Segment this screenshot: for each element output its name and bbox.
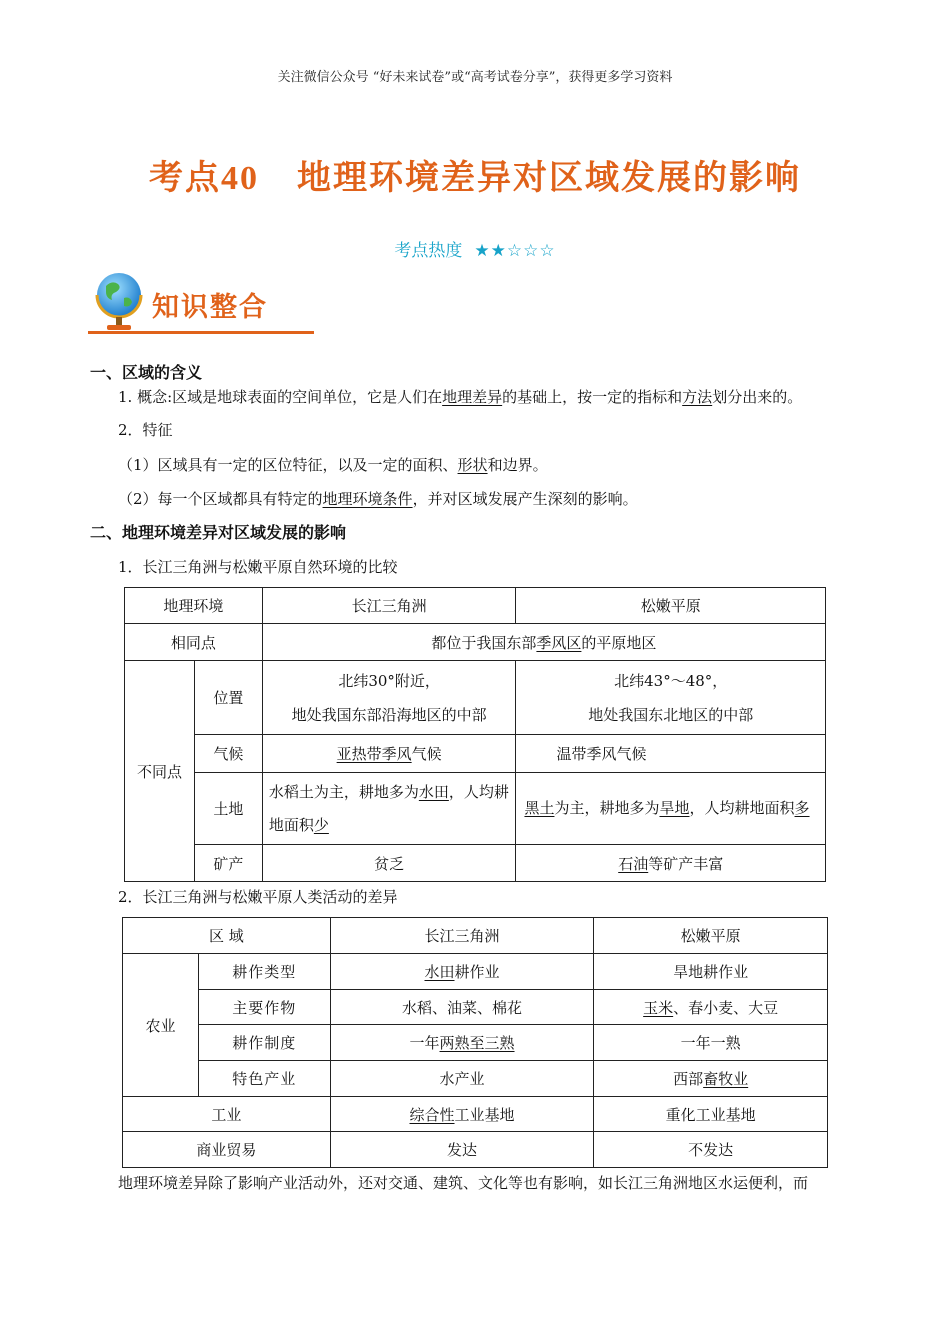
table-cell: 西部畜牧业 — [594, 1061, 828, 1097]
table-header: 松嫩平原 — [594, 918, 828, 954]
table-cell: 一年两熟至三熟 — [330, 1025, 594, 1061]
table-cell: 发达 — [330, 1132, 594, 1168]
closing-paragraph: 地理环境差异除了影响产业活动外，还对交通、建筑、文化等也有影响，如长江三角洲地区水运便利，而 — [118, 1174, 809, 1192]
table-cell: 水稻、油菜、棉花 — [330, 990, 594, 1025]
table-header: 长江三角洲 — [262, 588, 516, 624]
row-label: 土地 — [194, 773, 262, 845]
row-label: 矿产 — [194, 845, 262, 882]
table-cell: 都位于我国东部季风区的平原地区 — [262, 624, 825, 661]
table2-caption: 2．长江三角洲与松嫩平原人类活动的差异 — [118, 888, 398, 906]
row-label: 位置 — [194, 661, 262, 735]
table-cell: 水产业 — [330, 1061, 594, 1097]
table-header: 长江三角洲 — [330, 918, 594, 954]
star-rating-icon: ★★☆☆☆ — [474, 241, 556, 261]
table-cell: 水田耕作业 — [330, 954, 594, 990]
section-banner-title: 知识整合 — [152, 292, 268, 323]
table-cell: 重化工业基地 — [594, 1097, 828, 1132]
table-cell: 旱地耕作业 — [594, 954, 828, 990]
concept-line: 1. 概念:区域是地球表面的空间单位，它是人们在地理差异的基础上，按一定的指标和方法划分出来的。 — [118, 388, 803, 406]
table-header: 松嫩平原 — [516, 588, 826, 624]
table-cell: 温带季风气候 — [516, 735, 826, 773]
title-text: 地理环境差异对区域发展的影响 — [297, 158, 801, 198]
feature-item-2: （2）每一个区域都具有特定的地理环境条件，并对区域发展产生深刻的影响。 — [118, 490, 638, 508]
section-heading-2: 二、地理环境差异对区域发展的影响 — [90, 523, 347, 542]
section-heading-1: 一、区域的含义 — [90, 363, 203, 382]
heat-label: 考点热度 — [394, 241, 463, 261]
feature-item-1: （1）区域具有一定的区位特征，以及一定的面积、形状和边界。 — [118, 456, 548, 474]
table-cell: 贫乏 — [262, 845, 516, 882]
human-activity-table — [122, 917, 828, 1168]
row-label: 不同点 — [125, 661, 195, 882]
table-cell: 亚热带季风气候 — [262, 735, 516, 773]
row-label: 特色产业 — [198, 1061, 330, 1097]
title-number: 考点40 — [149, 160, 259, 197]
table-cell: 北纬30°附近， 地处我国东部沿海地区的中部 — [262, 661, 516, 735]
row-label: 气候 — [194, 735, 262, 773]
page-title — [0, 150, 950, 199]
row-label: 耕作类型 — [198, 954, 330, 990]
table-cell: 水稻土为主，耕地多为水田，人均耕地面积少 — [262, 773, 516, 845]
feature-heading: 2．特征 — [118, 421, 173, 439]
row-label: 农业 — [123, 954, 199, 1097]
table-cell: 北纬43°～48°， 地处我国东北地区的中部 — [516, 661, 826, 735]
promo-banner: 关注微信公众号 “好未来试卷”或“高考试卷分享”，获得更多学习资料 — [277, 70, 673, 85]
table-cell: 石油等矿产丰富 — [516, 845, 826, 882]
table-cell: 不发达 — [594, 1132, 828, 1168]
row-label: 工业 — [123, 1097, 331, 1132]
row-label: 耕作制度 — [198, 1025, 330, 1061]
row-label: 相同点 — [125, 624, 263, 661]
globe-icon — [88, 268, 150, 334]
natural-environment-table — [124, 587, 826, 882]
table-cell: 黑土为主，耕地多为旱地，人均耕地面积多 — [516, 773, 826, 845]
table-cell: 一年一熟 — [594, 1025, 828, 1061]
row-label: 主要作物 — [198, 990, 330, 1025]
row-label: 商业贸易 — [123, 1132, 331, 1168]
table-header: 区 域 — [123, 918, 331, 954]
table-header: 地理环境 — [125, 588, 263, 624]
table-cell: 玉米、春小麦、大豆 — [594, 990, 828, 1025]
table1-caption: 1．长江三角洲与松嫩平原自然环境的比较 — [118, 558, 398, 576]
section-banner-underline — [88, 331, 314, 334]
heat-rating — [0, 236, 950, 261]
table-cell: 综合性工业基地 — [330, 1097, 594, 1132]
